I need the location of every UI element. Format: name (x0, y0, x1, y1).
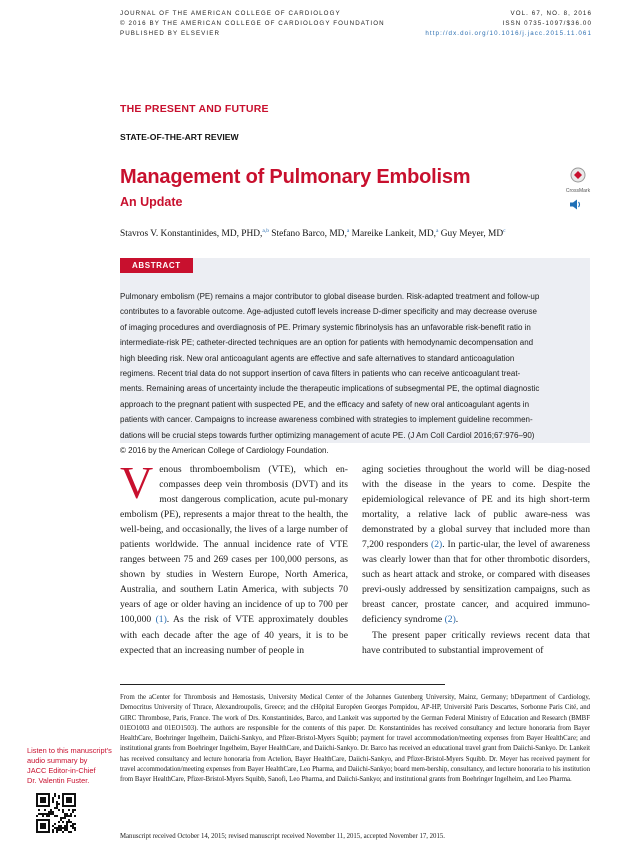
drop-cap: V (120, 457, 154, 508)
body-paragraph: . In partic-ular, the level of awareness was clearly lower than that for other thrombotic disorders, such as heart attack and stroke, or compared with diseases previ-ously addressed by sensitization campaigns, such as breast cancer, prostate cancer, and acquired immuno-deficiency syndrome (362, 539, 590, 626)
body-paragraph: The present paper critically reviews recent data that have contributed to substantial improvement of (362, 629, 590, 656)
manuscript-dates: Manuscript received October 14, 2015; revised manuscript received November 11, 2015, accepted November 17, 2015. (120, 833, 445, 840)
audio-button[interactable] (570, 197, 582, 215)
journal-meta (332, 9, 592, 39)
sidebar-line: Listen to this manuscript's (27, 746, 112, 755)
abstract-label: ABSTRACT (120, 258, 193, 273)
author-name: Stavros V. Konstantinides, MD, PHD, (120, 229, 263, 239)
article-subtitle: An Update (120, 195, 183, 209)
footnote-divider (120, 684, 445, 685)
doi-link[interactable]: http://dx.doi.org/10.1016/j.jacc.2015.11.061 (425, 30, 592, 37)
abstract-line: of imaging procedures and overdiagnosis of PE. Primary systemic fibrinolysis has an unfavorable risk-benefit ratio in (120, 322, 531, 332)
speaker-icon (570, 199, 582, 210)
crossmark-icon (568, 167, 588, 183)
abstract-box (120, 258, 590, 456)
citation-link[interactable]: (1) (155, 614, 167, 626)
citation-link[interactable]: (2) (444, 614, 456, 626)
abstract-line: ments. Remaining areas of uncertainty include the therapeutic implications of subsegmental PE, the optimal diagnostic (120, 384, 540, 394)
section-label: THE PRESENT AND FUTURE (120, 103, 269, 115)
author-name: Mareike Lankeit, MD, (351, 229, 436, 239)
author-name: Stefano Barco, MD, (271, 229, 347, 239)
author-affiliation: c (503, 227, 506, 234)
body-paragraph: aging societies throughout the world will be diag-nosed with the disease in the years to come. Despite the epidemiological relevance of PE and its high short-term mortality, a relative lack of public aware-ness was demonstrated by a global survey that included more than 7,200 responders (362, 464, 590, 551)
author-affiliation: a (346, 227, 350, 234)
header-issn: ISSN 0735-1097/$36.00 (502, 20, 592, 27)
author-list (120, 229, 600, 239)
crossmark-label: CrossMark (565, 188, 591, 194)
affiliations: From the aCenter for Thrombosis and Hemostasis, University Medical Center of the Johannes Gutenberg University, Mainz, Germany; bDepartment of Cardiology, Democritus University of Thrace, Alexandroupolis, Greece; and the cHôpital Européen Georges Pompidou, AP-HP, Université Paris Descartes, Sorbonne Paris Cité, and GIRC Thrombose, Paris, France. The work of Drs. Konstantinides, Barco, and Lankeit was supported by the German Federal Ministry of Education and Research (BMBF 01EO1003 and 01EO1503). The authors are responsible for the contents of this paper. Dr. Konstantinides has received consultancy and lecture honoraria from Bayer HealthCare, Boehringer Ingelheim, Daiichi-Sankyo, and Pfizer-Bristol-Myers Squibb; payment for travel accommodation/meeting expenses from Bayer HealthCare; and institutional grants from Boehringer Ingelheim, Bayer HealthCare, and Daiichi-Sankyo. Dr. Barco has received an educational travel grant from Daiichi-Sankyo. Dr. Lankeit has received consultancy and lecture honoraria from Actelion, Bayer HealthCare, Daiichi-Sankyo, and Pfizer-Bristol-Myers Squibb. Dr. Meyer has received payment for travel accommodation/meeting expenses from Bayer HealthCare, Leo Pharma, and Daiichi-Sankyo; board mem-bership, consultancy, and lecture honoraria to his institution from Bayer HealthCare, Pfizer-Bristol-Myers Squibb, Sanofi, Leo Pharma, and Daiichi-Sankyo; and institutional grants from Boehringer Ingelheim, and Leo Pharma. (120, 694, 590, 784)
subsection-label: STATE-OF-THE-ART REVIEW (120, 132, 239, 142)
sidebar-line: Dr. Valentin Fuster. (27, 776, 90, 785)
sidebar-line: JACC Editor-in-Chief (27, 766, 96, 775)
body-paragraph: enous thromboembolism (VTE), which en-compasses deep vein thrombosis (DVT) and its most dangerous complication, acute pul-monary embolism (PE), represents a major threat to the health, the well-being, and occasionally, the lives of a large number of patients worldwide. The annual incidence rate of VTE ranges between 75 and 269 cases per 100,000 persons, as shown by studies in Western Europe, North America, Australia, and southern Latin America, with subjects 70 years of age or older having an incidence of up to 700 per 100,000 (120, 464, 348, 626)
abstract-line: © 2016 by the American College of Cardiology Foundation. (120, 446, 329, 456)
article-title: Management of Pulmonary Embolism (120, 166, 471, 188)
header-publisher: PUBLISHED BY ELSEVIER (120, 30, 221, 37)
body-paragraph: . As the risk of VTE approximately doubles with each decade after the age of 40 years, it is to be expected that an increasing number of people in (120, 614, 349, 656)
abstract-line: approach to the pregnant patient with suspected PE, and the efficacy and safety of new oral anticoagulant agents in (120, 399, 530, 409)
abstract-line: intermediate-risk PE; catheter-directed techniques are an option for patients with hemodynamic decompensation and (120, 338, 534, 348)
audio-summary-note[interactable] (27, 746, 122, 786)
sidebar-line: audio summary by (27, 756, 88, 765)
abstract-line: contributes to a favorable outcome. Age-adjusted cutoff levels increase D-dimer specificity and may decrease overuse (120, 307, 537, 317)
body-right-column (362, 462, 590, 658)
abstract-line: regimens. Recent trial data do not support insertion of cava filters in patients who can receive anticoagulant treat- (120, 369, 521, 379)
qr-code-icon (36, 793, 76, 833)
body-left-column (120, 457, 349, 658)
header-volume: VOL. 67, NO. 8, 2016 (510, 10, 592, 17)
qr-code[interactable] (36, 793, 76, 838)
author-affiliation: a (435, 227, 439, 234)
author-name: Guy Meyer, MD (440, 229, 504, 239)
header-journal: JOURNAL OF THE AMERICAN COLLEGE OF CARDIOLOGY (120, 10, 341, 17)
crossmark-badge[interactable] (565, 167, 591, 194)
header-copyright: © 2016 BY THE AMERICAN COLLEGE OF CARDIOLOGY FOUNDATION (120, 20, 385, 27)
author-affiliation: a,b (262, 227, 269, 234)
abstract-line: dations will be crucial steps towards further optimizing management of acute PE. (J Am Coll Cardiol 2016;67:976–90) (120, 430, 535, 440)
abstract-line: high bleeding risk. New oral anticoagulant agents are effective and safe alternatives to standard anticoagulation (120, 353, 515, 363)
citation-link[interactable]: (2) (431, 539, 443, 551)
abstract-text (120, 289, 576, 458)
body-paragraph: . (455, 614, 459, 626)
abstract-line: Pulmonary embolism (PE) remains a major contributor to global disease burden. Risk-adapted treatment and follow-up (120, 292, 540, 301)
abstract-line: patients with cancer. Campaigns to increase awareness combined with strategies to implement guideline recommen- (120, 415, 533, 425)
